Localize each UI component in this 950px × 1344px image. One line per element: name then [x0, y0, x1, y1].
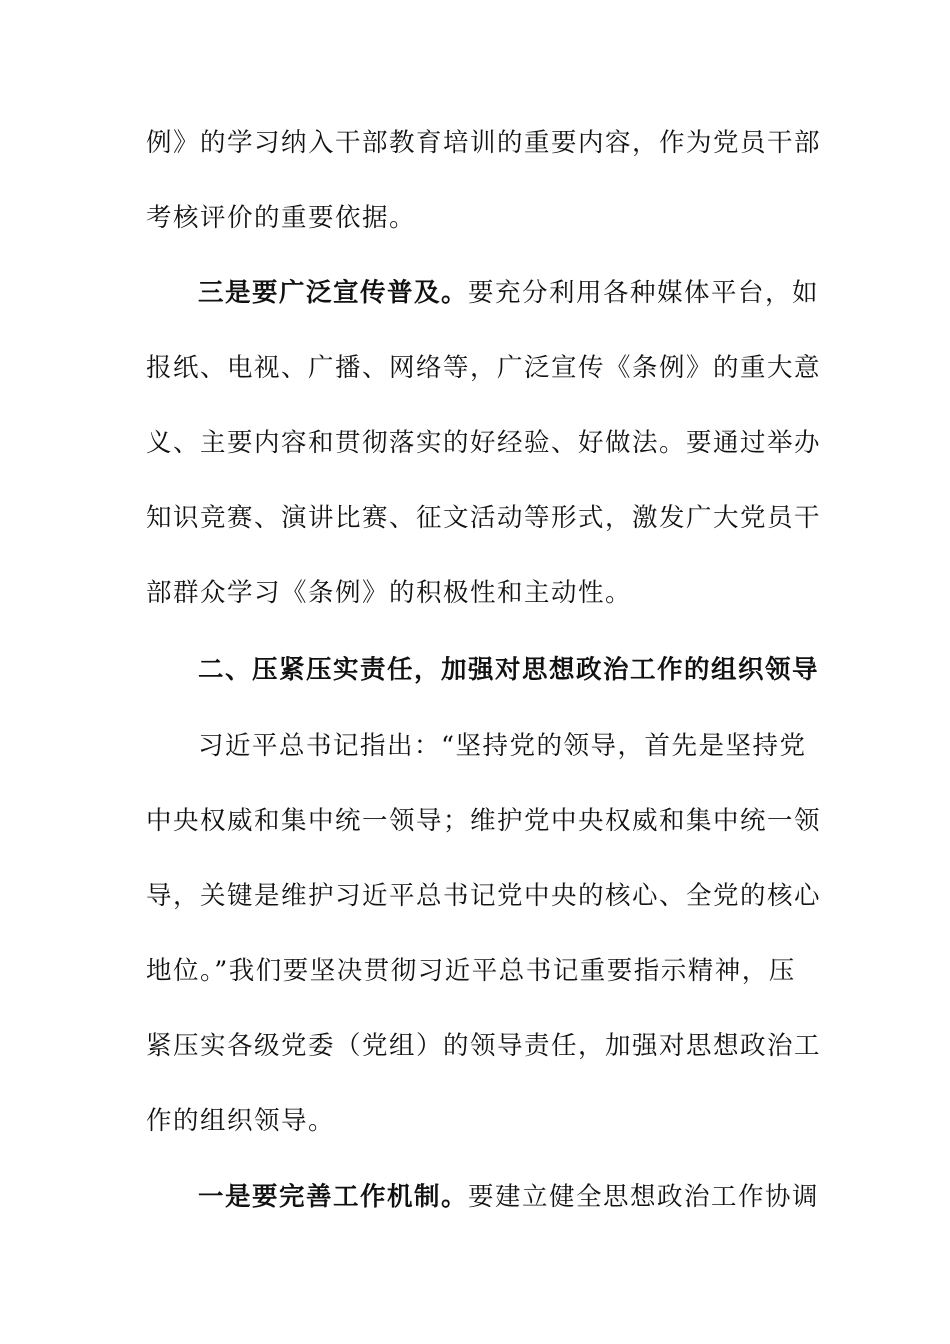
paragraph-2-line-4: 知识竞赛、演讲比赛、征文活动等形式，激发广大党员干: [146, 503, 822, 533]
section-heading: 二、压紧压实责任，加强对思想政治工作的组织领导: [198, 655, 820, 685]
paragraph-3-line-5: 紧压实各级党委（党组）的领导责任，加强对思想政治工: [146, 1031, 822, 1061]
paragraph-4-line-1-rest: 要建立健全思想政治工作协调: [468, 1182, 820, 1212]
paragraph-4-lead: 一是要完善工作机制。: [198, 1182, 469, 1212]
paragraph-2-line-5: 部群众学习《条例》的积极性和主动性。: [146, 578, 633, 608]
paragraph-2-line-2: 报纸、电视、广播、网络等，广泛宣传《条例》的重大意: [146, 353, 822, 383]
paragraph-3-line-6: 作的组织领导。: [146, 1106, 336, 1136]
paragraph-2-lead: 三是要广泛宣传普及。: [198, 278, 469, 308]
paragraph-3-line-1: 习近平总书记指出：“坚持党的领导，首先是坚持党: [198, 731, 807, 761]
paragraph-3-line-4: 地位。”我们要坚决贯彻习近平总书记重要指示精神，压: [146, 956, 796, 986]
paragraph-3-line-2: 中央权威和集中统一领导；维护党中央权威和集中统一领: [146, 806, 822, 836]
paragraph-1-line-2: 考核评价的重要依据。: [146, 203, 417, 233]
paragraph-2-line-3: 义、主要内容和贯彻落实的好经验、好做法。要通过举办: [146, 428, 822, 458]
paragraph-2-line-1: [146, 273, 820, 313]
paragraph-2-line-1-rest: 要充分利用各种媒体平台，如: [468, 278, 820, 308]
document-page: [146, 0, 822, 1344]
paragraph-3-line-3: 导，关键是维护习近平总书记党中央的核心、全党的核心: [146, 881, 822, 911]
paragraph-1-line-1: 例》的学习纳入干部教育培训的重要内容，作为党员干部: [146, 128, 822, 158]
paragraph-4-line-1: [146, 1177, 820, 1217]
